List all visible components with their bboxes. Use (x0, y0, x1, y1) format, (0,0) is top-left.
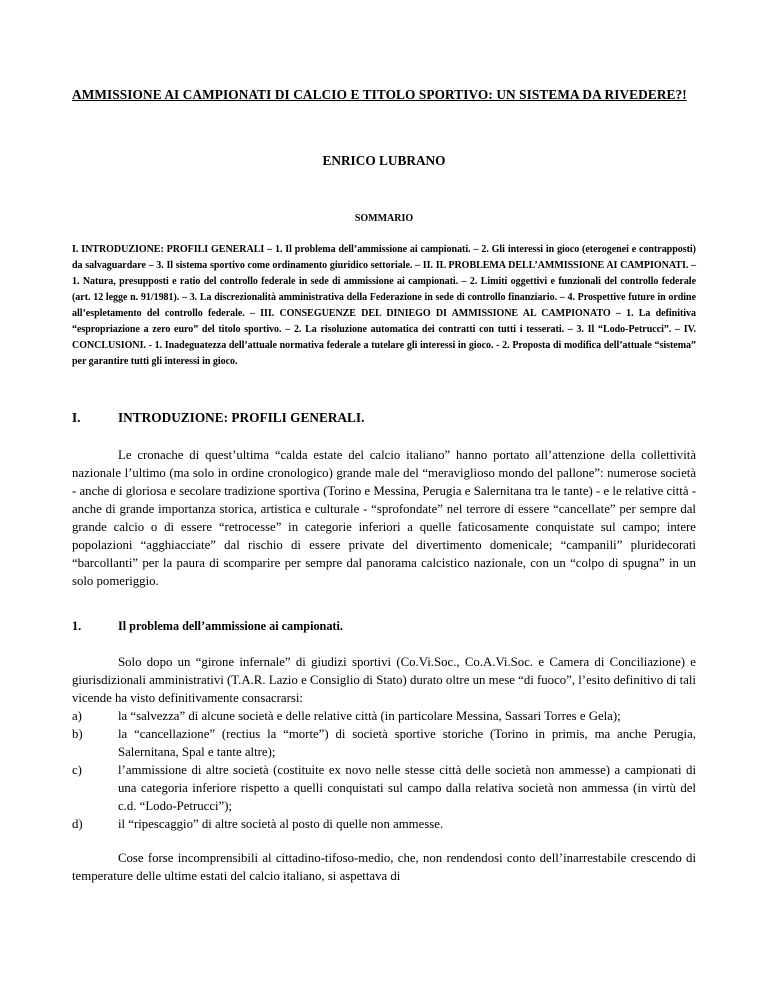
list-marker: b) (72, 727, 83, 741)
list-item (72, 707, 696, 725)
list-marker: a) (72, 709, 82, 723)
list-item-text: l’ammissione di altre società (costituite ex novo nelle stesse città delle società non ammesse) a campionati di una categoria inferiore rispetto a quelli conquistati sul campo dalla relativa società non ammessa (in virtù del c.d. “Lodo-Petrucci”); (118, 763, 696, 813)
body-paragraph: Solo dopo un “girone infernale” di giudizi sportivi (Co.Vi.Soc., Co.A.Vi.Soc. e Camera di Conciliazione) e giurisdizionali amministrativi (T.A.R. Lazio e Consiglio di Stato) durato oltre un mese “di fuoco”, l’esito definitivo di tali vicende ha visto definitivamente consacrarsi: (72, 655, 696, 705)
list-item-text: la “cancellazione” (rectius la “morte”) di società sportive storiche (Torino in primis, ma anche Perugia, Salernitana, Spal e tante altre); (118, 727, 696, 759)
list-marker: c) (72, 763, 82, 777)
list-item-text: la “salvezza” di alcune società e delle relative città (in particolare Messina, Sassari Torres e Gela); (118, 709, 621, 723)
subsection-number: 1. (72, 619, 82, 633)
section-number: I. (72, 410, 81, 425)
summary-heading: SOMMARIO (354, 213, 414, 224)
list-marker: d) (72, 817, 83, 831)
section-heading (72, 409, 696, 427)
summary-text: I. INTRODUZIONE: PROFILI GENERALI – 1. Il problema dell’ammissione ai campionati. – 2. Gli interessi in gioco (eterogenei e contrapposti) da salvaguardare – 3. Il sistema sportivo come ordinamento giuridico settoriale. – II. IL PROBLEMA DELL’AMMISSIONE AI CAMPIONATI. – 1. Natura, presupposti e ratio del controllo federale in sede di ammissione ai campionati. – 2. Limiti oggettivi e funzionali del controllo federale (art. 12 legge n. 91/1981). – 3. La discrezionalità amministrativa della Federazione in sede di controllo finanziario. – 4. Prospettive future in ordine all’espletamento del controllo federale. – III. CONSEGUENZE DEL DINIEGO DI AMMISSIONE AL CAMPIONATO – 1. La definitiva “espropriazione a zero euro” del titolo sportivo. – 2. La risoluzione automatica dei contratti con tutti i tesserati. – 3. Il “Lodo-Petrucci”. – IV. CONCLUSIONI. - 1. Inadeguatezza dell’attuale normativa federale a tutelare gli interessi in gioco. - 2. Proposta di modifica dell’attuale “sistema” per garantire tutti gli interessi in gioco. (72, 244, 696, 367)
body-paragraph: Cose forse incomprensibili al cittadino-tifoso-medio, che, non rendendosi conto dell’inarrestabile crescendo di temperature delle ultime estati del calcio italiano, si aspettava di (72, 851, 696, 883)
document-title: AMMISSIONE AI CAMPIONATI DI CALCIO E TITOLO SPORTIVO: UN SISTEMA DA RIVEDERE?! (72, 87, 687, 102)
subsection-heading (72, 617, 696, 635)
list-item-text: il “ripescaggio” di altre società al posto di quelle non ammesse. (118, 817, 444, 831)
subsection-title: Il problema dell’ammissione ai campionati. (118, 619, 343, 633)
list-item (72, 815, 696, 833)
list-item (72, 761, 696, 815)
body-paragraph: Le cronache di quest’ultima “calda estate del calcio italiano” hanno portato all’attenzione della collettività nazionale l’ultimo (ma solo in ordine cronologico) grande male del “meraviglioso mondo del pallone”: numerose società - anche di gloriosa e secolare tradizione sportiva (Torino e Messina, Perugia e Salernitana tra le tante) - e le relative città - anche di grande importanza storica, artistica e culturale - “sprofondate” nel terrore di essere “cancellate” per sempre dal grande calcio o di essere “retrocesse” in categorie inferiori a quelle faticosamente conquistate sul campo; intere popolazioni “agghiacciate” dal rischio di essere private del divertimento domenicale; “campanili” pluridecorati “barcollanti” per la paura di scomparire per sempre dal panorama calcistico nazionale, con un “colpo di spugna” in un solo pomeriggio. (72, 448, 696, 588)
author-name: ENRICO LUBRANO (322, 153, 446, 168)
outcome-list (72, 707, 696, 833)
list-item (72, 725, 696, 761)
section-title: INTRODUZIONE: PROFILI GENERALI. (118, 410, 365, 425)
